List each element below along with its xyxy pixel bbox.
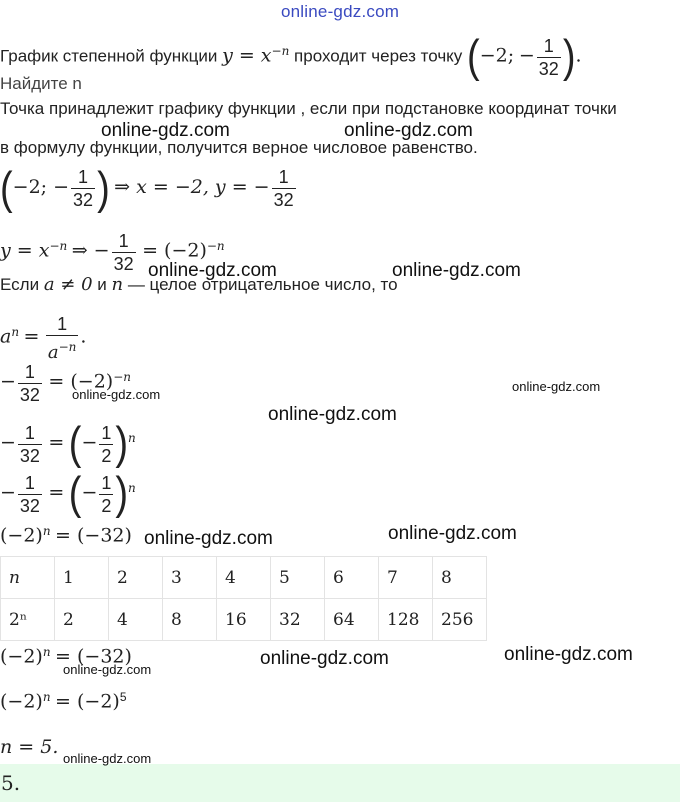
watermark: online-gdz.com bbox=[388, 523, 517, 544]
top-watermark[interactable]: online-gdz.com bbox=[281, 2, 400, 21]
table-cell: 64 bbox=[325, 599, 379, 641]
table-cell: 256 bbox=[433, 599, 487, 641]
table-cell: 1 bbox=[55, 557, 109, 599]
watermark: online-gdz.com bbox=[504, 644, 633, 665]
point-fraction: $\frac{1}{32}$ bbox=[538, 35, 559, 79]
answer-value: 5. bbox=[1, 771, 21, 795]
step-equation: $y = x^{-n}$ ⇒ − $\frac{1}{32}$ = $(-2)^{-n}$ bbox=[0, 230, 225, 274]
table-cell: 128 bbox=[379, 599, 433, 641]
paren-close: ) bbox=[562, 31, 576, 83]
table-cell: 2ⁿ bbox=[1, 599, 55, 641]
table-cell: 7 bbox=[379, 557, 433, 599]
table-cell: 4 bbox=[217, 557, 271, 599]
table-cell: 5 bbox=[271, 557, 325, 599]
watermark: online-gdz.com bbox=[148, 260, 277, 281]
step-7: − $\frac{1}{32}$ = (− $\frac{1}{2}$ )$^n$ bbox=[0, 468, 136, 520]
explanation-line-1: Точка принадлежит графику функции , если при подстановке координат точки bbox=[0, 99, 617, 118]
point-x: −2; bbox=[479, 44, 515, 67]
paren-open: ( bbox=[467, 31, 480, 83]
hidden-line: Найдите n bbox=[0, 74, 82, 93]
table-row bbox=[1, 599, 487, 641]
problem-function: y = x bbox=[222, 44, 272, 67]
watermark: online-gdz.com bbox=[268, 404, 397, 425]
problem-end-dot: . bbox=[575, 44, 582, 67]
table-cell: 2 bbox=[55, 599, 109, 641]
table-cell: 8 bbox=[433, 557, 487, 599]
watermark: online-gdz.com bbox=[63, 662, 152, 677]
watermark: online-gdz.com bbox=[512, 379, 601, 394]
step-point-substitution: (−2; − $\frac{1}{32}$ ) ⇒ x = −2, y = − $\frac{1}{32}$ bbox=[0, 163, 294, 214]
step-rule: Если a ≠ 0 и n — целое отрицательное число, то bbox=[0, 274, 398, 295]
answer-bar bbox=[0, 764, 680, 802]
step-6: − $\frac{1}{32}$ = (− $\frac{1}{2}$ )$^n$ bbox=[0, 418, 136, 470]
watermark: online-gdz.com bbox=[63, 751, 152, 766]
table-cell: 32 bbox=[271, 599, 325, 641]
table-header-row bbox=[1, 557, 487, 599]
watermark: online-gdz.com bbox=[144, 528, 273, 549]
table-cell: 8 bbox=[163, 599, 217, 641]
problem-passes: проходит через точку bbox=[294, 46, 463, 66]
table-cell: 4 bbox=[109, 599, 163, 641]
explanation-line-2: в формулу функции, получится верное числовое равенство. bbox=[0, 138, 478, 157]
table-cell: n bbox=[1, 557, 55, 599]
watermark: online-gdz.com bbox=[72, 387, 161, 402]
result-1: $(-2)^n = (-32)$ bbox=[0, 524, 132, 547]
watermark: online-gdz.com bbox=[344, 120, 473, 141]
powers-of-two-table bbox=[0, 556, 487, 641]
step-power-rule: $a^n$ = $\frac{1}{a^{-n}}$ . bbox=[0, 313, 87, 363]
watermark: online-gdz.com bbox=[392, 260, 521, 281]
step-5: − $\frac{1}{32}$ = $(-2)^{-n}$ bbox=[0, 361, 131, 405]
table-cell: 16 bbox=[217, 599, 271, 641]
n-result: n = 5. bbox=[0, 736, 59, 758]
table-cell: 6 bbox=[325, 557, 379, 599]
watermark: online-gdz.com bbox=[260, 648, 389, 669]
result-2: $(-2)^n = (-32)$ bbox=[0, 645, 132, 668]
watermark: online-gdz.com bbox=[101, 120, 230, 141]
table-cell: 2 bbox=[109, 557, 163, 599]
problem-exponent: −n bbox=[271, 44, 290, 58]
table-cell: 3 bbox=[163, 557, 217, 599]
problem-statement: График степенной функции $y = x^{-n}$ проходит через точку (−2; − $\frac{1}{32}$ ). bbox=[0, 31, 582, 83]
result-3: $(-2)^n = (-2)^5$ bbox=[0, 690, 127, 713]
problem-intro: График степенной функции bbox=[0, 46, 218, 66]
